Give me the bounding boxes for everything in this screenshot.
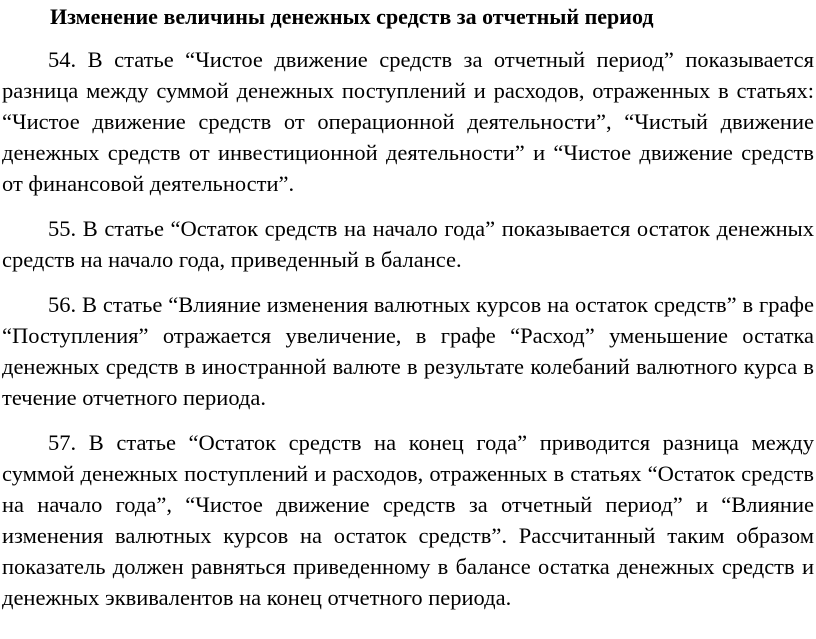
paragraph-57: 57. В статье “Остаток средств на конец года” приводится разница между суммой денежных поступлений и расходов, отраженных в статьях “Остаток средств на начало года”, “Чистое движение средств за отчетный период” и “Влияние изменения валютных курсов на остаток средств”. Рассчитанный таким образом показатель должен равняться приведенному в балансе остатка денежных средств и денежных эквивалентов на конец отчетного периода. [2, 430, 814, 610]
section-heading: Изменение величины денежных средств за отчетный период [50, 4, 654, 29]
paragraph-54: 54. В статье “Чистое движение средств за отчетный период” показывается разница между суммой денежных поступлений и расходов, отраженных в статьях: “Чистое движение средств от операционной деятельности”, “Чистый движение денежных средств от инвестиционной деятельности” и “Чистое движение средств от финансовой деятельности”. [2, 47, 814, 196]
paragraph-56: 56. В статье “Влияние изменения валютных курсов на остаток средств” в графе “Поступления” отражается увеличение, в графе “Расход” уменьшение остатка денежных средств в иностранной валюте в результате колебаний валютного курса в течение отчетного периода. [2, 292, 814, 410]
paragraph-55: 55. В статье “Остаток средств на начало года” показывается остаток денежных средств на начало года, приведенный в балансе. [2, 216, 814, 272]
